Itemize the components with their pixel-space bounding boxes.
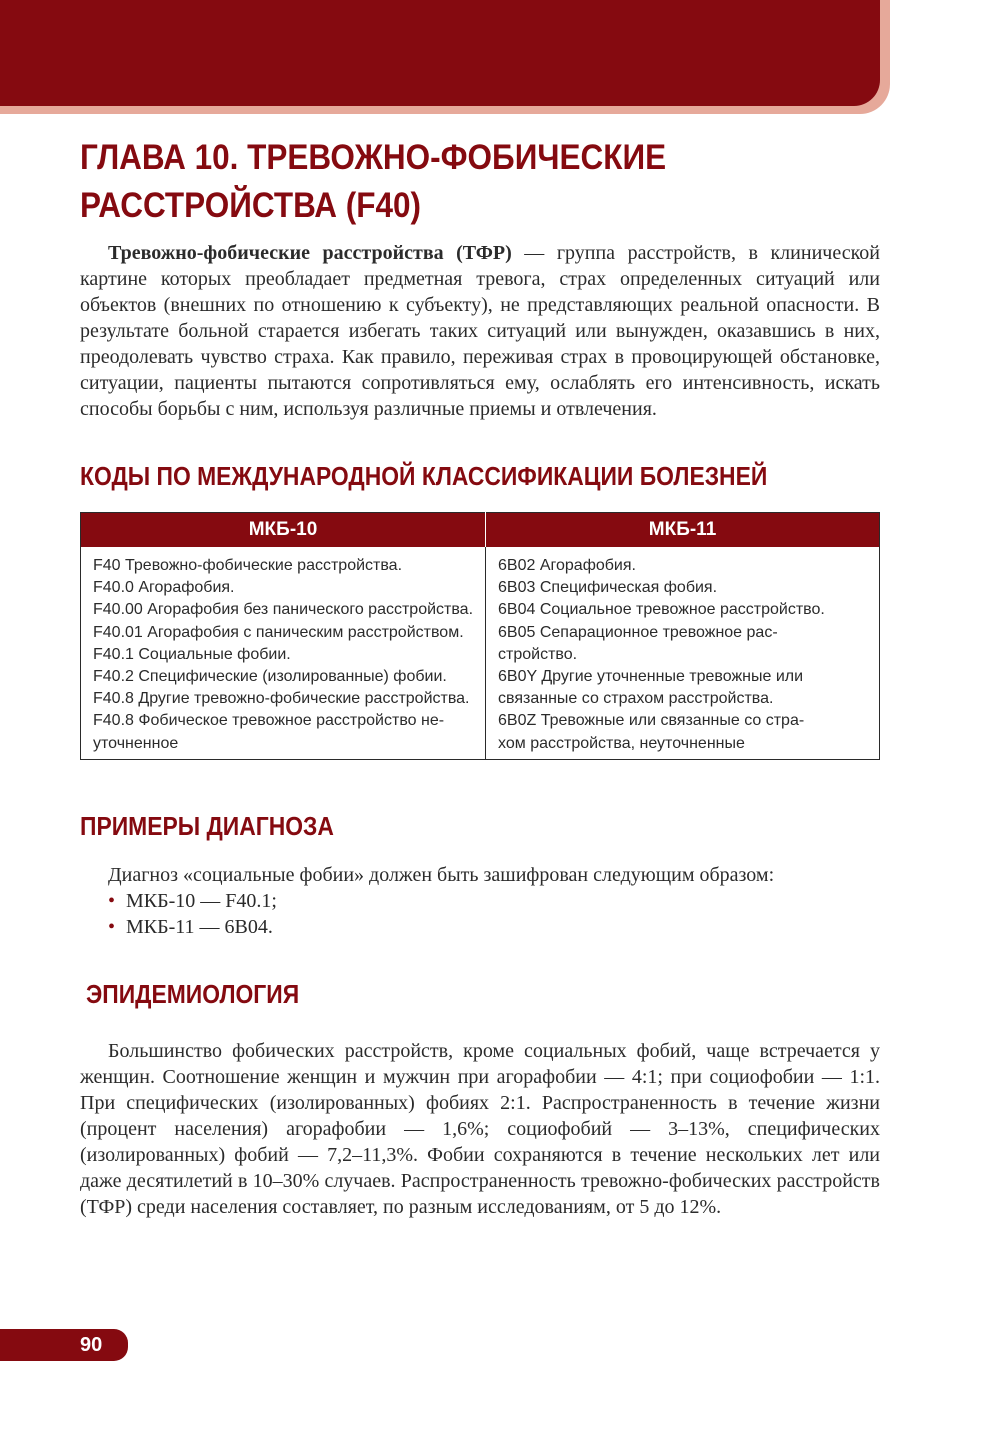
intro-text: — группа расстройств, в клинической картине которых преобладает предметная тревога, страх определенных ситуаций или объектов (внешних по отношению к субъекту), не представляющих реальной опасности. В результате больной старается избегать таких ситуаций или вынужден, оказавшись в них, преодолевать чувство страха. Как правило, переживая страх в провоцирующей обстановке, ситуации, пациенты пытаются сопротивляться ему, ослаблять его интенсивность, искать способы борьбы с ним, используя различные приемы и отвлечения.	[80, 242, 880, 420]
header-band	[0, 0, 880, 106]
diagnosis-heading: ПРИМЕРЫ ДИАГНОЗА	[80, 810, 334, 841]
icd-table-header-row	[81, 513, 880, 548]
intro-paragraph	[80, 240, 880, 422]
icd-table	[80, 512, 880, 760]
intro-term: Тревожно-фобические расстройства (ТФР)	[108, 242, 512, 264]
icd11-line: стройство.	[498, 645, 578, 663]
chapter-title-line2: РАССТРОЙСТВА (F40)	[80, 186, 422, 225]
page-number: 90	[80, 1334, 103, 1356]
icd11-cell	[486, 547, 880, 759]
icd11-line: 6B05 Сепарационное тревожное рас-	[498, 623, 778, 641]
icd-heading: КОДЫ ПО МЕЖДУНАРОДНОЙ КЛАССИФИКАЦИИ БОЛЕЗНЕЙ	[80, 461, 768, 491]
icd11-line: хом расстройства, неуточненные	[498, 734, 745, 752]
icd10-line: уточненное	[93, 734, 179, 752]
icd10-cell	[81, 547, 486, 759]
icd10-line: F40.8 Другие тревожно-фобические расстройства.	[93, 690, 470, 708]
icd10-line: F40.8 Фобическое тревожное расстройство не-	[93, 712, 445, 730]
page-content	[80, 134, 880, 1220]
chapter-title-line1: ГЛАВА 10. ТРЕВОЖНО-ФОБИЧЕСКИЕ	[80, 138, 667, 177]
epidemiology-heading: ЭПИДЕМИОЛОГИЯ	[86, 978, 300, 1009]
icd-table-row	[81, 547, 880, 759]
icd11-line: 6B02 Агорафобия.	[498, 557, 636, 574]
icd11-line: 6B0Y Другие уточненные тревожные или	[498, 668, 804, 686]
icd10-line: F40.2 Специфические (изолированные) фобии.	[93, 668, 447, 686]
icd11-header: МКБ-11	[486, 513, 880, 548]
icd10-line: F40.0 Агорафобия.	[93, 579, 235, 597]
icd11-line: 6B0Z Тревожные или связанные со стра-	[498, 712, 805, 730]
icd10-header: МКБ-10	[81, 513, 486, 548]
icd10-line: F40 Тревожно-фобические расстройства.	[93, 557, 403, 574]
list-item: • МКБ-11 — 6B04.	[108, 914, 880, 940]
icd10-line: F40.1 Социальные фобии.	[93, 645, 291, 663]
list-item: • МКБ-10 — F40.1;	[108, 888, 880, 914]
page-number-badge	[0, 1329, 128, 1361]
icd11-line: 6B04 Социальное тревожное расстройство.	[498, 601, 825, 619]
diagnosis-list	[80, 888, 880, 940]
chapter-title	[80, 134, 890, 230]
diagnosis-paragraph: Диагноз «социальные фобии» должен быть зашифрован следующим образом:	[108, 863, 775, 886]
icd11-line: связанные со страхом расстройства.	[498, 690, 774, 708]
epidemiology-paragraph: Большинство фобических расстройств, кроме социальных фобий, чаще встречается у женщин. Соотношение женщин и мужчин при агорафобии — 4:1; при социофобии — 1:1. При специфических (изолированных) фобиях 2:1. Распространенность в течение жизни (процент населения) агорафобии — 1,6%; социофобий — 3–13%, специфических (изолированных) фобий — 7,2–11,3%. Фобии сохраняются в течение нескольких лет или даже десятилетий в 10–30% случаев. Распространенность тревожно-фобических расстройств (ТФР) среди населения составляет, по разным исследованиям, от 5 до 12%.	[80, 1039, 880, 1218]
icd11-line: 6B03 Специфическая фобия.	[498, 579, 718, 597]
icd10-line: F40.00 Агорафобия без панического расстройства.	[93, 601, 474, 619]
icd10-line: F40.01 Агорафобия с паническим расстройством.	[93, 623, 464, 641]
